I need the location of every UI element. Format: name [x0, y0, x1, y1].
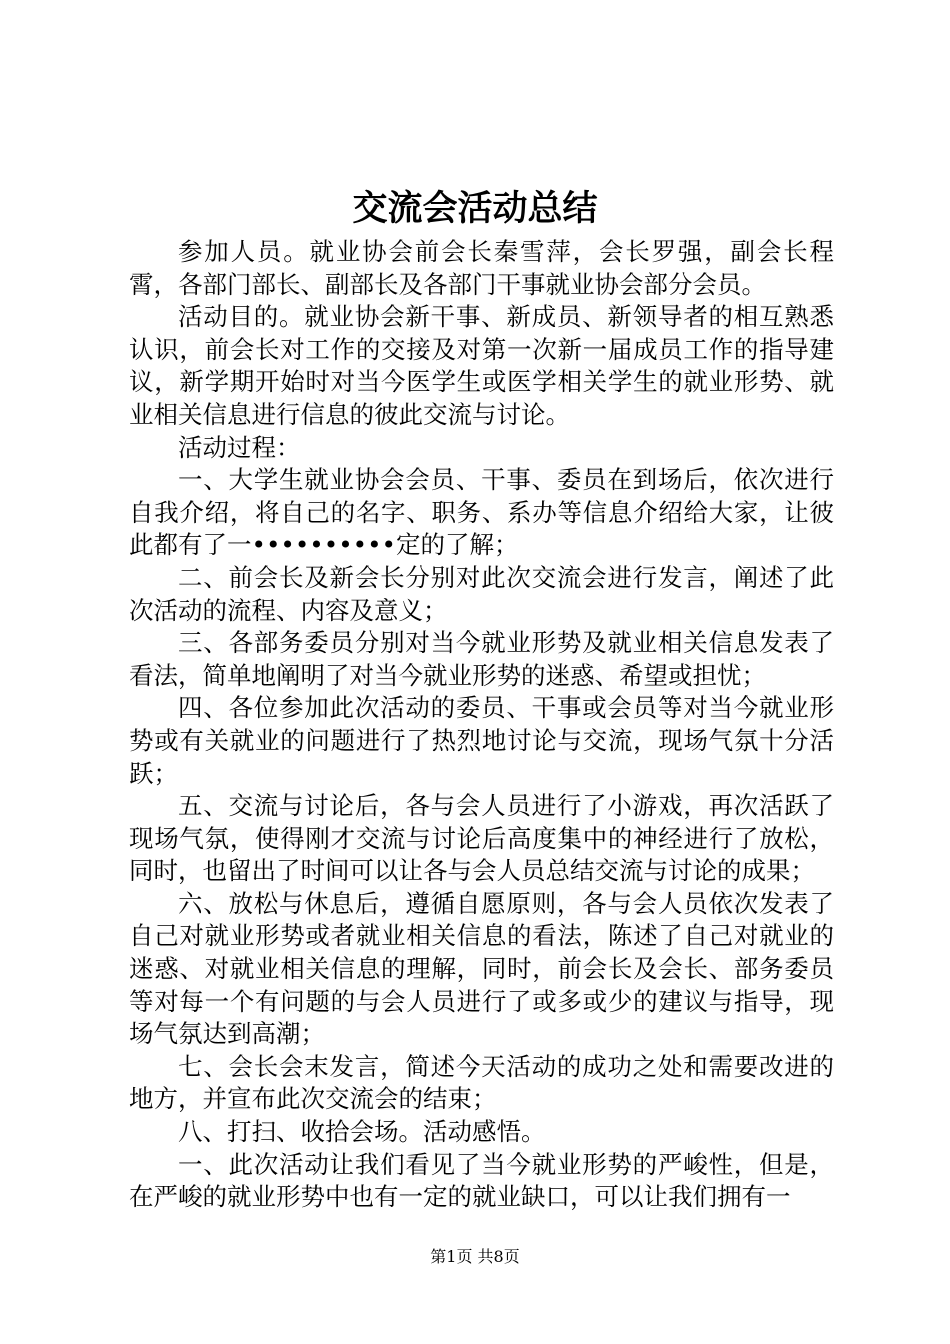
paragraph: 七、会长会末发言，简述今天活动的成功之处和需要改进的地方，并宣布此次交流会的结束； — [129, 1051, 834, 1114]
paragraph: 二、前会长及新会长分别对此次交流会进行发言，阐述了此次活动的流程、内容及意义； — [129, 562, 834, 625]
paragraph: 五、交流与讨论后，各与会人员进行了小游戏，再次活跃了现场气氛，使得刚才交流与讨论后高度集中的神经进行了放松，同时，也留出了时间可以让各与会人员总结交流与讨论的成果； — [129, 791, 834, 886]
paragraph: 六、放松与休息后，遵循自愿原则，各与会人员依次发表了自己对就业形势或者就业相关信息的看法，陈述了自己对就业的迷惑、对就业相关信息的理解，同时，前会长及会长、部务委员等对每一个有问题的与会人员进行了或多或少的建议与指导，现场气氛达到高潮； — [129, 888, 834, 1049]
paragraph: 三、各部务委员分别对当今就业形势及就业相关信息发表了看法，简单地阐明了对当今就业形势的迷惑、希望或担忧； — [129, 628, 834, 690]
paragraph: 参加人员。就业协会前会长秦雪萍，会长罗强，副会长程霄，各部门部长、副部长及各部门干事就业协会部分会员。 — [129, 237, 834, 299]
page-footer: 第1页 共8页 — [430, 1247, 520, 1266]
paragraph: 一、此次活动让我们看见了当今就业形势的严峻性，但是，在严峻的就业形势中也有一定的就业缺口，可以让我们拥有一 — [129, 1149, 834, 1212]
paragraph: 四、各位参加此次活动的委员、干事或会员等对当今就业形势或有关就业的问题进行了热烈地讨论与交流，现场气氛十分活跃； — [129, 693, 834, 788]
paragraph: 八、打扫、收拾会场。活动感悟。 — [178, 1117, 546, 1147]
document-body — [129, 236, 834, 1214]
paragraph: 一、大学生就业协会会员、干事、委员在到场后，依次进行自我介绍，将自己的名字、职务、系办等信息介绍给大家，让彼此都有了一••••••••••定的了解； — [129, 465, 834, 560]
document-title: 交流会活动总结 — [352, 188, 598, 229]
paragraph: 活动过程： — [178, 432, 301, 462]
paragraph: 活动目的。就业协会新干事、新成员、新领导者的相互熟悉认识，前会长对工作的交接及对第一次新一届成员工作的指导建议，新学期开始时对当今医学生或医学相关学生的就业形势、就业相关信息进行信息的彼此交流与讨论。 — [129, 302, 834, 429]
